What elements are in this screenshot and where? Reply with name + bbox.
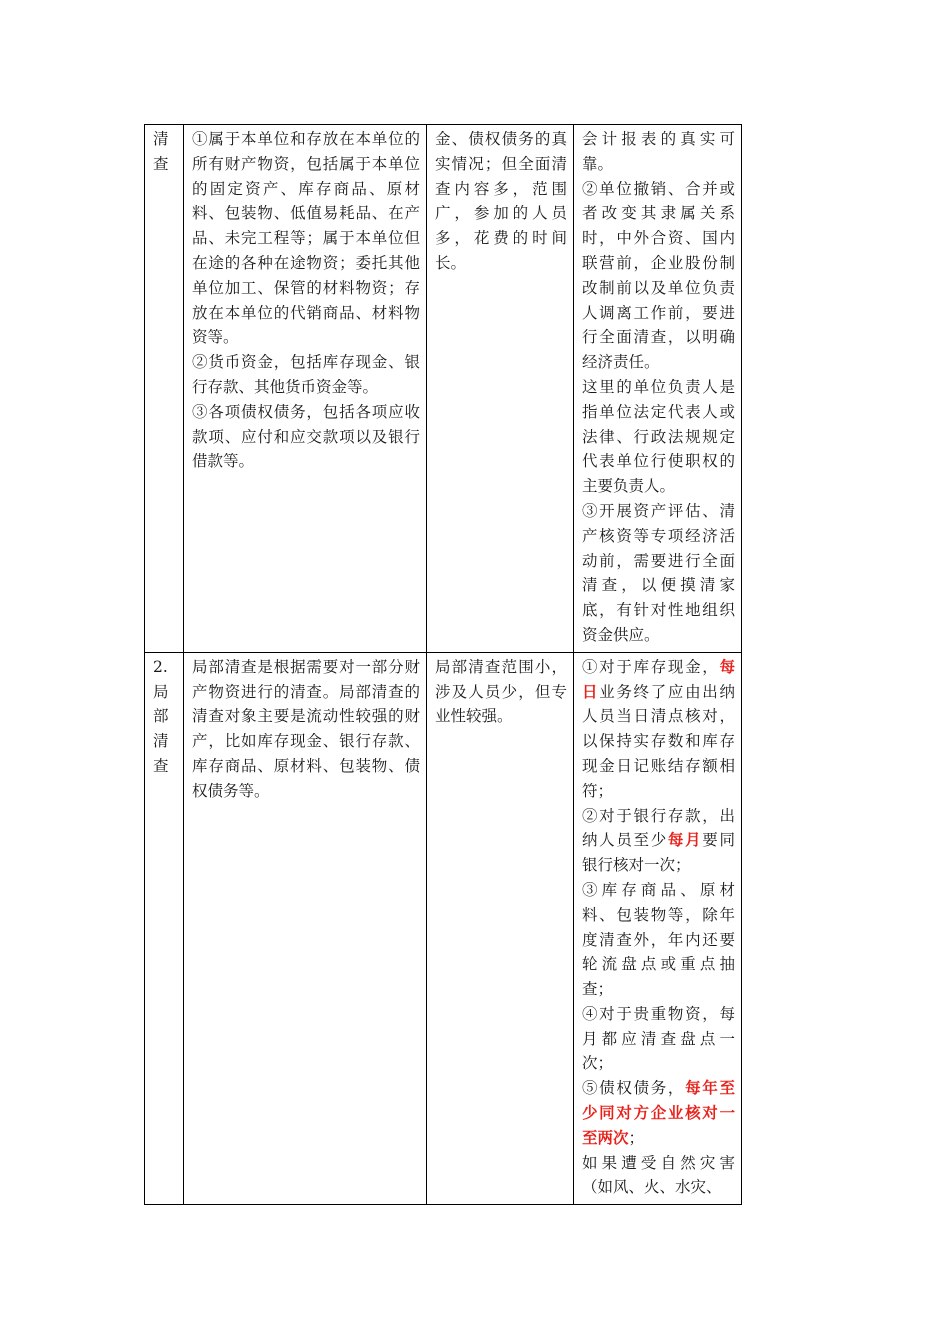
feature-cell <box>427 652 574 1205</box>
content-item: 局部清查是根据需要对一部分财产物资进行的清查。局部清查的清查对象主要是流动性较强的财产，比如库存现金、银行存款、库存商品、原材料、包装物、债权债务等。 <box>192 657 420 800</box>
content-item: ②货币资金，包括库存现金、银行存款、其他货币资金等。 <box>192 353 420 396</box>
inventory-check-table <box>144 124 742 1205</box>
row-label-cell <box>145 652 184 1205</box>
content-cell <box>184 125 427 653</box>
feature-cell <box>427 125 574 653</box>
content-item: ③各项债权债务，包括各项应收款项、应付和应交款项以及银行借款等。 <box>192 402 420 471</box>
content-item: ①属于本单位和存放在本单位的所有财产物资，包括属于本单位的固定资产、库存商品、原材料、包装物、低值易耗品、在产品、未完工程等；属于本单位但在途的各种在途物资；委托其他单位加工、保管的材料物资；存放在本单位的代销商品、材料物资等。 <box>192 130 420 347</box>
timing-item: 这里的单位负责人是指单位法定代表人或法律、行政法规规定代表单位行使职权的主要负责人。 <box>582 377 735 496</box>
timing-text: ； <box>628 1128 645 1147</box>
emphasis-text: 每月 <box>667 830 703 850</box>
timing-item: 如果遭受自然灾害（如风、火、水灾、 <box>582 1153 735 1197</box>
timing-text: ①对于库存现金， <box>582 657 720 676</box>
row-label: 2. 局 部 清 查 <box>153 657 169 775</box>
timing-item: ②单位撤销、合并或者改变其隶属关系时，中外合资、国内联营前，企业股份制改制前以及单位负责人调离工作前，要进行全面清查，以明确经济责任。 <box>582 179 735 372</box>
feature-text: 金、债权债务的真实情况；但全面清查内容多，范围广，参加的人员多，花费的时间长。 <box>435 130 567 272</box>
table-row <box>145 652 742 1205</box>
emphasis-text: 每日 <box>582 656 735 701</box>
timing-item: ④对于贵重物资，每月都应清查盘点一次； <box>582 1004 735 1073</box>
timing-item <box>582 1076 735 1150</box>
timing-item: ③库存商品、原材料、包装物等，除年度清查外，年内还要轮流盘点或重点抽查； <box>582 880 735 999</box>
timing-item: 会计报表的真实可靠。 <box>582 130 735 173</box>
table-row <box>145 125 742 653</box>
row-label: 清 查 <box>153 130 169 173</box>
timing-cell <box>574 652 742 1205</box>
timing-item: ③开展资产评估、清产核资等专项经济活动前，需要进行全面清查，以便摸清家底，有针对性地组织资金供应。 <box>582 501 735 644</box>
content-cell <box>184 652 427 1205</box>
timing-cell <box>574 125 742 653</box>
row-label-cell <box>145 125 184 653</box>
feature-text: 局部清查范围小，涉及人员少，但专业性较强。 <box>435 657 567 726</box>
timing-text: ②对于银行存款，出纳人员至少 <box>582 806 735 850</box>
timing-text: 要同银行核对一次； <box>582 831 735 875</box>
timing-text: ⑤债权债务， <box>582 1079 686 1098</box>
emphasis-text: 每年至少同对方企业核对一至两次 <box>582 1078 735 1147</box>
timing-item <box>582 655 735 804</box>
timing-text: 业务终了应由出纳人员当日清点核对，以保持实存数和库存现金日记账结存额相符； <box>582 682 735 800</box>
timing-item <box>582 804 735 878</box>
